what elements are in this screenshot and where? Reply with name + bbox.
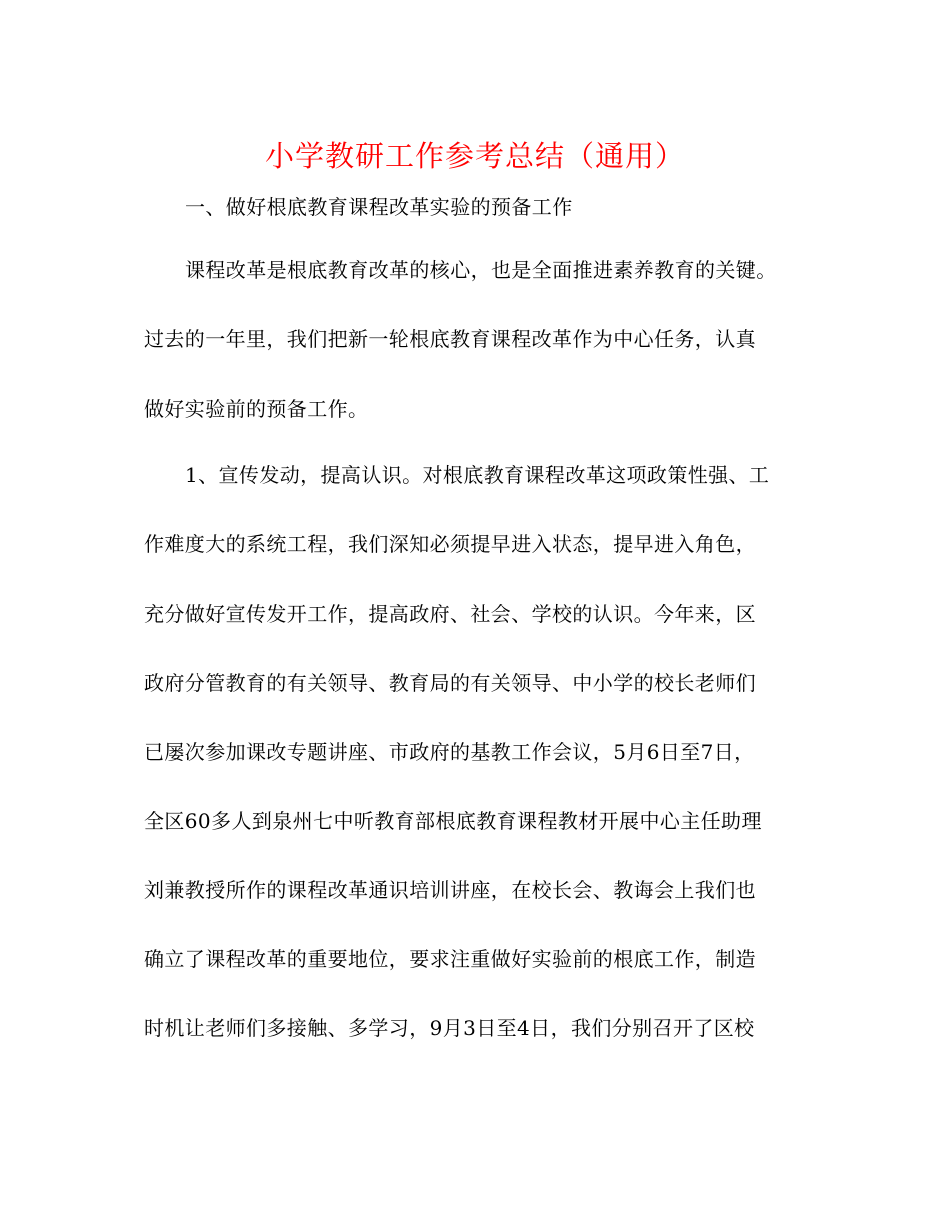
paragraph-line: 时机让老师们多接触、多学习，9月3日至4日，我们分别召开了区校: [144, 1016, 755, 1040]
paragraph-line: 做好实验前的预备工作。: [144, 397, 369, 421]
paragraph-line: 过去的一年里，我们把新一轮根底教育课程改革作为中心任务，认真: [144, 327, 756, 351]
paragraph-line: 作难度大的系统工程，我们深知必须提早进入状态，提早进入角色，: [144, 532, 756, 556]
paragraph-line: 刘兼教授所作的课程改革通识培训讲座，在校长会、教诲会上我们也: [144, 878, 756, 902]
paragraph-line: 课程改革是根底教育改革的核心，也是全面推进素养教育的关键。: [185, 258, 777, 282]
paragraph-line: 已屡次参加课改专题讲座、市政府的基教工作会议，5月6日至7日，: [144, 740, 755, 764]
paragraph-line: 充分做好宣传发开工作，提高政府、社会、学校的认识。今年来，区: [144, 602, 756, 626]
paragraph-line: 1、宣传发动，提高认识。对根底教育课程改革这项政策性强、工: [185, 463, 770, 487]
document-title: 小学教研工作参考总结（通用）: [264, 139, 685, 173]
paragraph-line: 确立了课程改革的重要地位，要求注重做好实验前的根底工作，制造: [144, 947, 756, 971]
paragraph-line: 全区60多人到泉州七中听教育部根底教育课程教材开展中心主任助理: [144, 809, 762, 833]
section-heading: 一、做好根底教育课程改革实验的预备工作: [185, 195, 573, 219]
paragraph-line: 政府分管教育的有关领导、教育局的有关领导、中小学的校长老师们: [144, 671, 756, 695]
